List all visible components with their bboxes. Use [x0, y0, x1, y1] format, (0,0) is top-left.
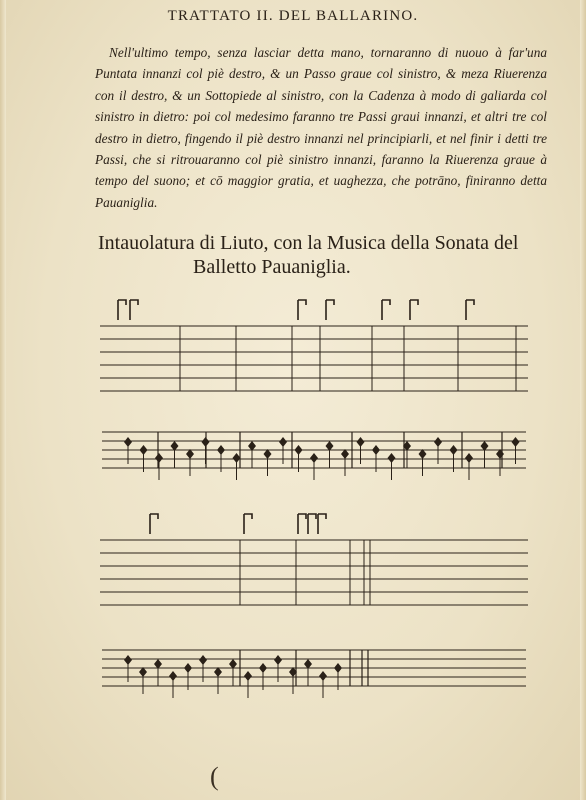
running-head: TRATTATO II. DEL BALLARINO.: [167, 8, 419, 24]
rhythm-flag: [130, 300, 138, 305]
lute-tablature-system-1: [100, 300, 528, 391]
music-staff-system-2: [102, 650, 526, 698]
piece-title-line-1: Intauolatura di Liuto, con la Musica della Sonata del: [98, 232, 519, 254]
rhythm-flag: [382, 300, 390, 305]
piece-title-line-2: Balletto Pauaniglia.: [193, 256, 351, 278]
rhythm-flag: [308, 514, 316, 519]
rhythm-flag: [326, 300, 334, 305]
rhythm-flag: [150, 514, 158, 519]
rhythm-flag: [466, 300, 474, 305]
music-staff-system-1: [102, 432, 526, 480]
rhythm-flag: [298, 300, 306, 305]
page-mark: (: [210, 762, 219, 791]
lute-tablature-system-2: [100, 514, 528, 605]
rhythm-flag: [298, 514, 306, 519]
rhythm-flag: [244, 514, 252, 519]
rhythm-flag: [318, 514, 326, 519]
rhythm-flag: [410, 300, 418, 305]
rhythm-flag: [118, 300, 126, 305]
body-paragraph: Nell'ultimo tempo, senza lasciar detta mano, tornaranno di nuouo à far'una Puntata innanzi col piè destro, & un Passo graue col sinistro, & meza Riuerenza con il destro, & un Sottopiede al sinistro, con la Cadenza à modo di galiarda col sinistro in dietro: poi col medesimo faranno tre Passi graui innanzi, et altri tre col destro in dietro, fingendo il piè destro innanzi nel principiarli, et nel finir i detti tre Passi, che si ritrouaranno col piè sinistro innanzi, faranno la Riuerenza graue à tempo del suono; et cō maggior gratia, et uaghezza, che potrāno, finiranno detta Pauaniglia.: [95, 45, 547, 210]
